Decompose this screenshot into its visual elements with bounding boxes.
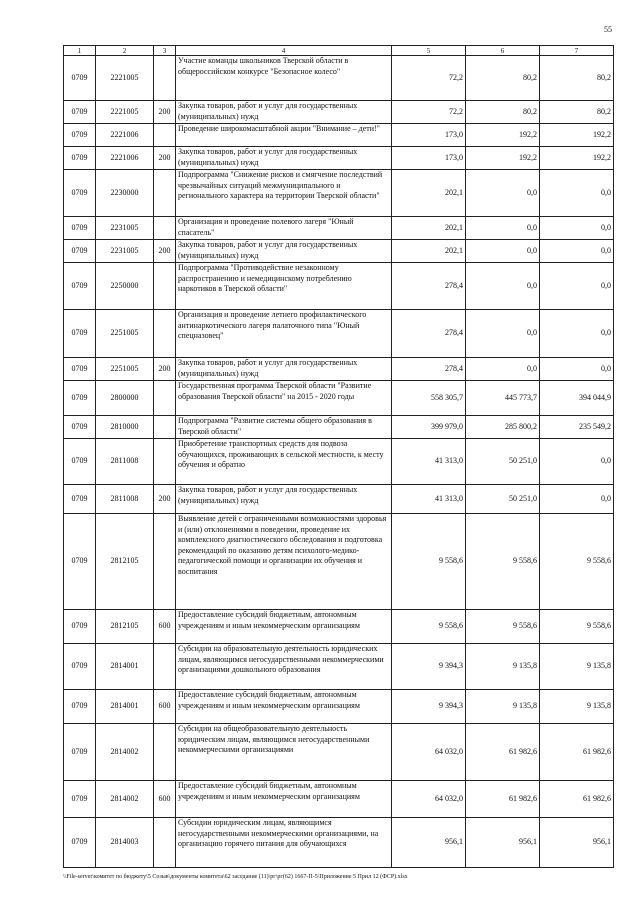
target-code: 2231005 bbox=[96, 217, 154, 240]
table-row bbox=[64, 263, 614, 310]
amount-col-6: 0,0 bbox=[466, 217, 540, 240]
amount-col-6: 0,0 bbox=[466, 170, 540, 217]
amount-col-7: 9 135,8 bbox=[540, 690, 614, 724]
amount-col-5: 9 558,6 bbox=[392, 514, 466, 610]
target-code: 2250000 bbox=[96, 263, 154, 310]
amount-col-7: 192,2 bbox=[540, 124, 614, 147]
amount-col-7: 0,0 bbox=[540, 240, 614, 263]
section-code: 0709 bbox=[64, 147, 96, 170]
amount-col-5: 41 313,0 bbox=[392, 439, 466, 485]
target-code: 2812105 bbox=[96, 610, 154, 644]
amount-col-6: 285 800,2 bbox=[466, 416, 540, 439]
table-row bbox=[64, 610, 614, 644]
amount-col-7: 61 982,6 bbox=[540, 724, 614, 781]
section-code: 0709 bbox=[64, 416, 96, 439]
amount-col-6: 9 135,8 bbox=[466, 644, 540, 690]
section-code: 0709 bbox=[64, 781, 96, 818]
item-name: Субсидии на общеобразовательную деятельность юридическим лицам, являющимся негосударственными некоммерческими организациями bbox=[176, 724, 392, 781]
amount-col-6: 0,0 bbox=[466, 310, 540, 358]
expense-type bbox=[154, 439, 176, 485]
table-row bbox=[64, 644, 614, 690]
target-code: 2810000 bbox=[96, 416, 154, 439]
expense-type: 200 bbox=[154, 101, 176, 124]
header-col-2: 2 bbox=[96, 46, 154, 56]
section-code: 0709 bbox=[64, 485, 96, 514]
item-name: Организация и проведение полевого лагеря "Юный спасатель" bbox=[176, 217, 392, 240]
item-name: Организация и проведение летнего профилактического антинаркотического лагеря палаточного типа "Юный спецназовец" bbox=[176, 310, 392, 358]
item-name: Подпрограмма "Развитие системы общего образования в Тверской области" bbox=[176, 416, 392, 439]
target-code: 2800000 bbox=[96, 381, 154, 416]
amount-col-7: 192,2 bbox=[540, 147, 614, 170]
table-row bbox=[64, 781, 614, 818]
amount-col-6: 9 558,6 bbox=[466, 610, 540, 644]
header-col-1: 1 bbox=[64, 46, 96, 56]
amount-col-5: 202,1 bbox=[392, 240, 466, 263]
expense-type bbox=[154, 724, 176, 781]
amount-col-7: 9 135,8 bbox=[540, 644, 614, 690]
section-code: 0709 bbox=[64, 310, 96, 358]
target-code: 2814001 bbox=[96, 690, 154, 724]
amount-col-5: 64 032,0 bbox=[392, 781, 466, 818]
amount-col-5: 64 032,0 bbox=[392, 724, 466, 781]
expense-type: 200 bbox=[154, 485, 176, 514]
section-code: 0709 bbox=[64, 724, 96, 781]
table-header-row bbox=[64, 46, 614, 56]
amount-col-6: 0,0 bbox=[466, 358, 540, 381]
section-code: 0709 bbox=[64, 690, 96, 724]
item-name: Предоставление субсидий бюджетным, автономным учреждениям и иным некоммерческим организациям bbox=[176, 690, 392, 724]
amount-col-6: 50 251,0 bbox=[466, 439, 540, 485]
amount-col-5: 278,4 bbox=[392, 310, 466, 358]
section-code: 0709 bbox=[64, 514, 96, 610]
amount-col-7: 0,0 bbox=[540, 485, 614, 514]
item-name: Закупка товаров, работ и услуг для государственных (муниципальных) нужд bbox=[176, 147, 392, 170]
target-code: 2814002 bbox=[96, 781, 154, 818]
header-col-3: 3 bbox=[154, 46, 176, 56]
header-col-5: 5 bbox=[392, 46, 466, 56]
target-code: 2221006 bbox=[96, 147, 154, 170]
item-name: Участие команды школьников Тверской области в общероссийском конкурсе "Безопасное колесо" bbox=[176, 56, 392, 101]
amount-col-5: 202,1 bbox=[392, 170, 466, 217]
item-name: Подпрограмма "Снижение рисков и смягчение последствий чрезвычайных ситуаций межмуниципального и регионального характера на территории Тверской области" bbox=[176, 170, 392, 217]
table-row bbox=[64, 170, 614, 217]
amount-col-5: 399 979,0 bbox=[392, 416, 466, 439]
item-name: Предоставление субсидий бюджетным, автономным учреждениям и иным некоммерческим организациям bbox=[176, 610, 392, 644]
item-name: Закупка товаров, работ и услуг для государственных (муниципальных) нужд bbox=[176, 358, 392, 381]
table-row bbox=[64, 358, 614, 381]
amount-col-6: 956,1 bbox=[466, 818, 540, 868]
target-code: 2221005 bbox=[96, 101, 154, 124]
table-row bbox=[64, 690, 614, 724]
table-row bbox=[64, 514, 614, 610]
target-code: 2230000 bbox=[96, 170, 154, 217]
table-row bbox=[64, 217, 614, 240]
page-number: 55 bbox=[604, 25, 612, 34]
target-code: 2251005 bbox=[96, 358, 154, 381]
expense-type bbox=[154, 217, 176, 240]
amount-col-7: 0,0 bbox=[540, 358, 614, 381]
amount-col-7: 956,1 bbox=[540, 818, 614, 868]
amount-col-5: 41 313,0 bbox=[392, 485, 466, 514]
section-code: 0709 bbox=[64, 170, 96, 217]
section-code: 0709 bbox=[64, 818, 96, 868]
expense-type: 200 bbox=[154, 147, 176, 170]
section-code: 0709 bbox=[64, 217, 96, 240]
amount-col-7: 235 549,2 bbox=[540, 416, 614, 439]
section-code: 0709 bbox=[64, 644, 96, 690]
amount-col-6: 192,2 bbox=[466, 147, 540, 170]
amount-col-5: 202,1 bbox=[392, 217, 466, 240]
table-row bbox=[64, 310, 614, 358]
table-row bbox=[64, 485, 614, 514]
amount-col-7: 80,2 bbox=[540, 101, 614, 124]
amount-col-6: 9 558,6 bbox=[466, 514, 540, 610]
amount-col-5: 956,1 bbox=[392, 818, 466, 868]
expense-type: 600 bbox=[154, 610, 176, 644]
amount-col-7: 0,0 bbox=[540, 439, 614, 485]
expense-type bbox=[154, 514, 176, 610]
amount-col-7: 0,0 bbox=[540, 263, 614, 310]
amount-col-7: 9 558,6 bbox=[540, 610, 614, 644]
target-code: 2814002 bbox=[96, 724, 154, 781]
amount-col-5: 9 394,3 bbox=[392, 690, 466, 724]
section-code: 0709 bbox=[64, 56, 96, 101]
table-row bbox=[64, 818, 614, 868]
amount-col-7: 61 982,6 bbox=[540, 781, 614, 818]
item-name: Предоставление субсидий бюджетным, автономным учреждениям и иным некоммерческим организациям bbox=[176, 781, 392, 818]
amount-col-6: 445 773,7 bbox=[466, 381, 540, 416]
amount-col-6: 50 251,0 bbox=[466, 485, 540, 514]
target-code: 2221006 bbox=[96, 124, 154, 147]
expense-type: 200 bbox=[154, 240, 176, 263]
header-col-7: 7 bbox=[540, 46, 614, 56]
expense-type bbox=[154, 124, 176, 147]
table-row bbox=[64, 381, 614, 416]
table-row bbox=[64, 724, 614, 781]
section-code: 0709 bbox=[64, 240, 96, 263]
section-code: 0709 bbox=[64, 263, 96, 310]
expense-type: 600 bbox=[154, 781, 176, 818]
amount-col-5: 173,0 bbox=[392, 147, 466, 170]
header-col-6: 6 bbox=[466, 46, 540, 56]
table-row bbox=[64, 240, 614, 263]
target-code: 2811008 bbox=[96, 485, 154, 514]
target-code: 2231005 bbox=[96, 240, 154, 263]
section-code: 0709 bbox=[64, 124, 96, 147]
file-path-footer: \\File-server\комитет по бюджету\5 Созыв\документы комитета\62 заседание (11)\рг\рг(62) 1667-П-5\Приложение 5 Прил 12 (ФСР).xlsx bbox=[63, 874, 408, 880]
amount-col-5: 72,2 bbox=[392, 56, 466, 101]
item-name: Проведение широкомасштабной акции "Внимание – дети!" bbox=[176, 124, 392, 147]
amount-col-7: 80,2 bbox=[540, 56, 614, 101]
target-code: 2221005 bbox=[96, 56, 154, 101]
target-code: 2812105 bbox=[96, 514, 154, 610]
expense-type: 200 bbox=[154, 358, 176, 381]
amount-col-5: 558 305,7 bbox=[392, 381, 466, 416]
amount-col-5: 72,2 bbox=[392, 101, 466, 124]
target-code: 2814001 bbox=[96, 644, 154, 690]
expense-type bbox=[154, 818, 176, 868]
amount-col-5: 9 394,3 bbox=[392, 644, 466, 690]
amount-col-6: 0,0 bbox=[466, 240, 540, 263]
table-row bbox=[64, 147, 614, 170]
amount-col-5: 278,4 bbox=[392, 263, 466, 310]
amount-col-6: 61 982,6 bbox=[466, 781, 540, 818]
expense-type bbox=[154, 310, 176, 358]
amount-col-6: 9 135,8 bbox=[466, 690, 540, 724]
item-name: Субсидии юридическим лицам, являющимся негосударственными некоммерческими организациями, на организацию горячего питания для обучающихся bbox=[176, 818, 392, 868]
amount-col-5: 278,4 bbox=[392, 358, 466, 381]
item-name: Государственная программа Тверской области "Развитие образования Тверской области" на 2015 - 2020 годы bbox=[176, 381, 392, 416]
expense-type bbox=[154, 56, 176, 101]
amount-col-7: 0,0 bbox=[540, 217, 614, 240]
section-code: 0709 bbox=[64, 381, 96, 416]
section-code: 0709 bbox=[64, 439, 96, 485]
table-row bbox=[64, 101, 614, 124]
expense-type bbox=[154, 644, 176, 690]
amount-col-7: 0,0 bbox=[540, 310, 614, 358]
amount-col-7: 394 044,9 bbox=[540, 381, 614, 416]
item-name: Закупка товаров, работ и услуг для государственных (муниципальных) нужд bbox=[176, 485, 392, 514]
table-row bbox=[64, 416, 614, 439]
item-name: Субсидии на образовательную деятельность юридических лицам, являющимся негосударственными некоммерческими организациями дошкольного образования bbox=[176, 644, 392, 690]
target-code: 2811008 bbox=[96, 439, 154, 485]
header-col-4: 4 bbox=[176, 46, 392, 56]
amount-col-5: 173,0 bbox=[392, 124, 466, 147]
amount-col-6: 0,0 bbox=[466, 263, 540, 310]
expense-type: 600 bbox=[154, 690, 176, 724]
item-name: Закупка товаров, работ и услуг для государственных (муниципальных) нужд bbox=[176, 101, 392, 124]
expense-type bbox=[154, 381, 176, 416]
target-code: 2251005 bbox=[96, 310, 154, 358]
amount-col-6: 80,2 bbox=[466, 56, 540, 101]
section-code: 0709 bbox=[64, 358, 96, 381]
amount-col-6: 192,2 bbox=[466, 124, 540, 147]
target-code: 2814003 bbox=[96, 818, 154, 868]
table-row bbox=[64, 439, 614, 485]
amount-col-5: 9 558,6 bbox=[392, 610, 466, 644]
amount-col-7: 9 558,6 bbox=[540, 514, 614, 610]
section-code: 0709 bbox=[64, 610, 96, 644]
item-name: Закупка товаров, работ и услуг для государственных (муниципальных) нужд bbox=[176, 240, 392, 263]
amount-col-6: 61 982,6 bbox=[466, 724, 540, 781]
expense-type bbox=[154, 263, 176, 310]
budget-table bbox=[63, 45, 614, 868]
amount-col-6: 80,2 bbox=[466, 101, 540, 124]
table-row bbox=[64, 56, 614, 101]
expense-type bbox=[154, 170, 176, 217]
item-name: Подпрограмма "Противодействие незаконному распространению и немедицинскому потреблению наркотиков в Тверской области" bbox=[176, 263, 392, 310]
section-code: 0709 bbox=[64, 101, 96, 124]
expense-type bbox=[154, 416, 176, 439]
table-row bbox=[64, 124, 614, 147]
item-name: Приобретение транспортных средств для подвоза обучающихся, проживающих в сельской местности, к месту обучения и обратно bbox=[176, 439, 392, 485]
amount-col-7: 0,0 bbox=[540, 170, 614, 217]
item-name: Выявление детей с ограниченными возможностями здоровья и (или) отклонениями в поведении, проведение их комплексного диагностического обследования и подготовка рекомендаций по оказанию детям психолого-медико-педагогической помощи и организации их обучения и воспитания bbox=[176, 514, 392, 610]
